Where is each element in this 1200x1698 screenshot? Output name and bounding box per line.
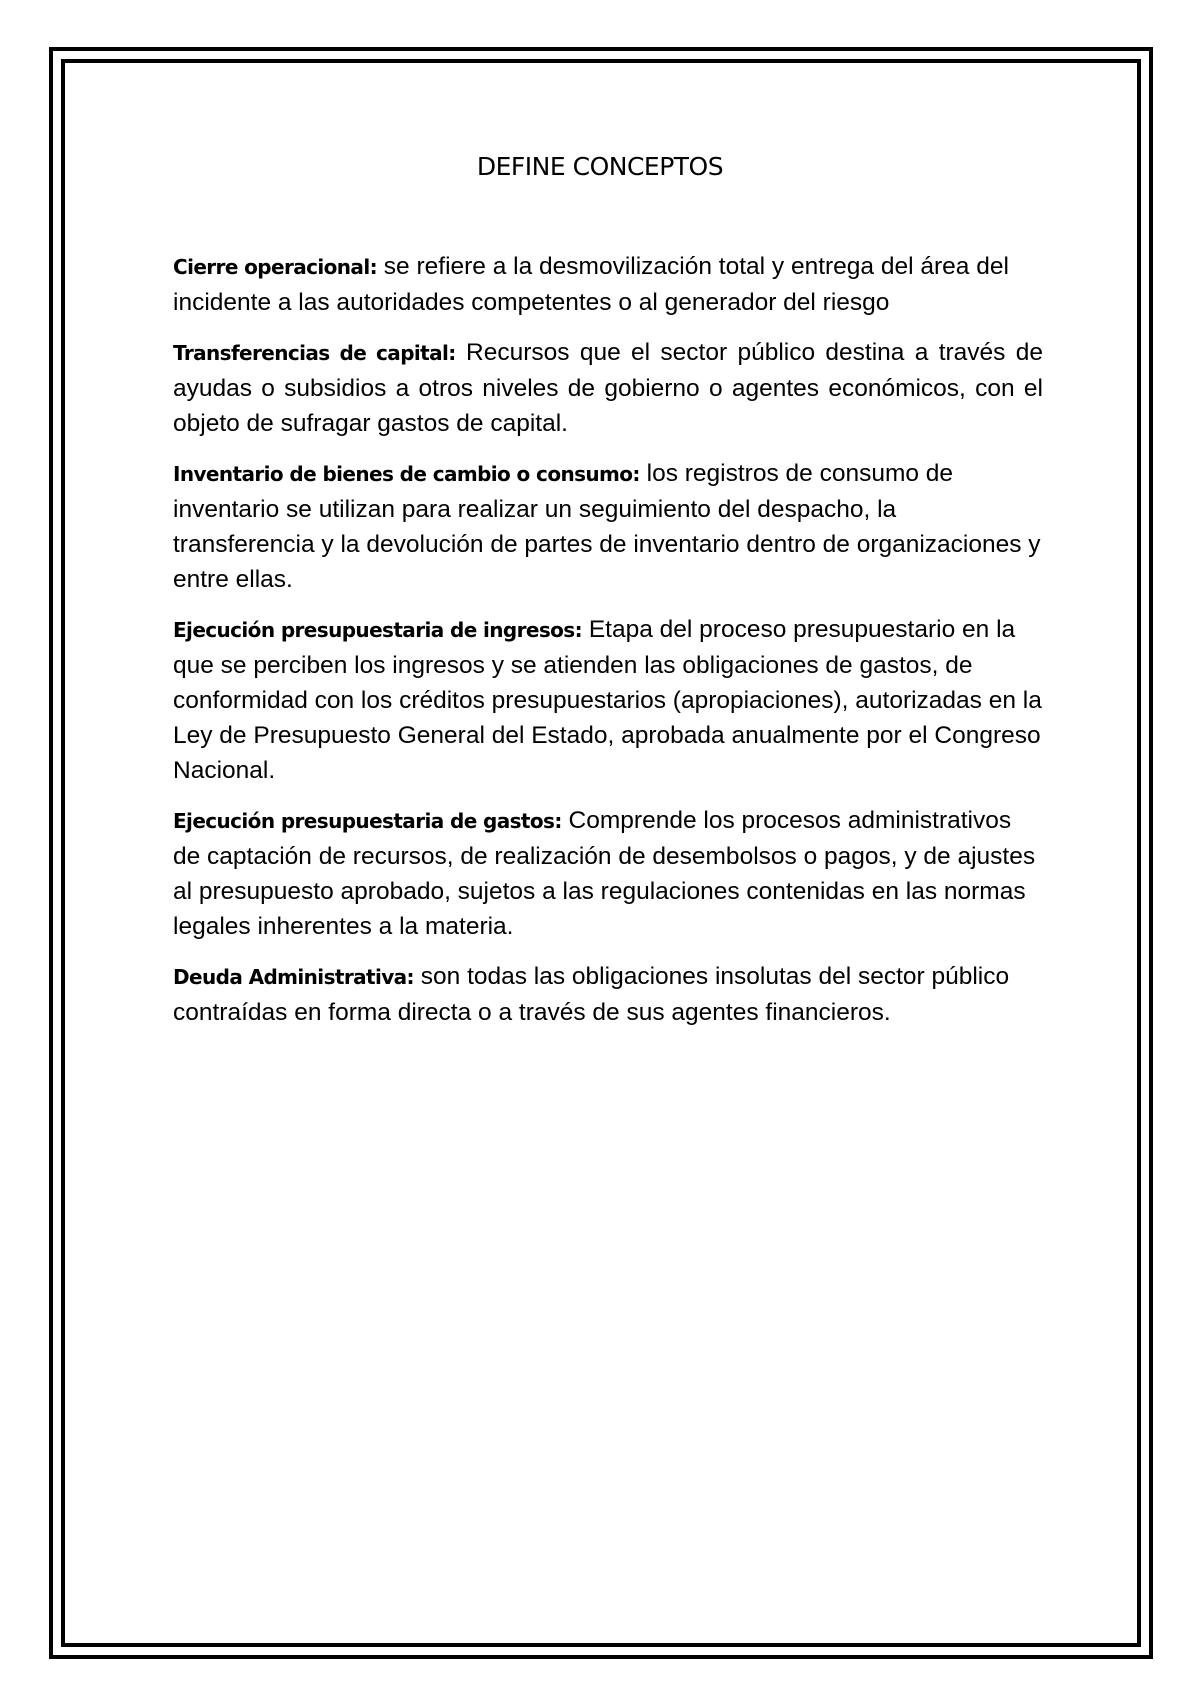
definition-term: Ejecución presupuestaria de ingresos <box>173 618 575 642</box>
definition-deuda-administrativa: Deuda Administrativa: son todas las obligaciones insolutas del sector público contraídas en forma directa o a través de sus agentes financieros. <box>173 963 1010 1026</box>
definition-text: Comprende los procesos administrativos de captación de recursos, de realización de desembolsos o pagos, y de ajustes al presupuesto aprobado, sujetos a las regulaciones contenidas en las normas legales inherentes a la materia. <box>173 807 1036 940</box>
definition-term: Transferencias de capital <box>173 341 449 365</box>
definition-term: Deuda Administrativa <box>173 965 407 989</box>
definitions-list <box>173 249 1043 1045</box>
definition-term: Ejecución presupuestaria de gastos <box>173 809 555 833</box>
definition-ejecucion-ingresos: Ejecución presupuestaria de ingresos: Etapa del proceso presupuestario en la que se perciben los ingresos y se atienden las obligaciones de gastos, de conformidad con los créditos presupuestarios (apropiaciones), autorizadas en la Ley de Presupuesto General del Estado, aprobada anualmente por el Congreso Nacional. <box>173 616 1042 784</box>
definition-text: Etapa del proceso presupuestario en la que se perciben los ingresos y se atienden las obligaciones de gastos, de conformidad con los créditos presupuestarios (apropiaciones), autorizadas en la Ley de Presupuesto General del Estado, aprobada anualmente por el Congreso Nacional. <box>173 616 1042 784</box>
page-title: DEFINE CONCEPTOS <box>476 152 724 181</box>
definition-ejecucion-gastos: Ejecución presupuestaria de gastos: Comprende los procesos administrativos de captación de recursos, de realización de desembolsos o pagos, y de ajustes al presupuesto aprobado, sujetos a las regulaciones contenidas en las normas legales inherentes a la materia. <box>173 807 1036 940</box>
definition-transferencias-de-capital: Transferencias de capital: Recursos que el sector público destina a través de ayudas o subsidios a otros niveles de gobierno o agentes económicos, con el objeto de sufragar gastos de capital. <box>173 339 1044 437</box>
definition-text: los registros de consumo de inventario se utilizan para realizar un seguimiento del despacho, la transferencia y la devolución de partes de inventario dentro de organizaciones y entre ellas. <box>173 460 1041 593</box>
definition-term: Cierre operacional <box>173 255 370 279</box>
definition-text: Recursos que el sector público destina a través de ayudas o subsidios a otros niveles de gobierno o agentes económicos, con el objeto de sufragar gastos de capital. <box>173 339 1044 437</box>
definition-inventario-de-bienes: Inventario de bienes de cambio o consumo: los registros de consumo de inventario se utilizan para realizar un seguimiento del despacho, la transferencia y la devolución de partes de inventario dentro de organizaciones y entre ellas. <box>173 460 1041 593</box>
definition-text: son todas las obligaciones insolutas del sector público contraídas en forma directa o a través de sus agentes financieros. <box>173 963 1010 1026</box>
definition-text: se refiere a la desmovilización total y entrega del área del incidente a las autoridades competentes o al generador del riesgo <box>173 253 1009 316</box>
definition-term: Inventario de bienes de cambio o consumo <box>173 462 633 486</box>
definition-cierre-operacional: Cierre operacional: se refiere a la desmovilización total y entrega del área del incidente a las autoridades competentes o al generador del riesgo <box>173 253 1009 316</box>
